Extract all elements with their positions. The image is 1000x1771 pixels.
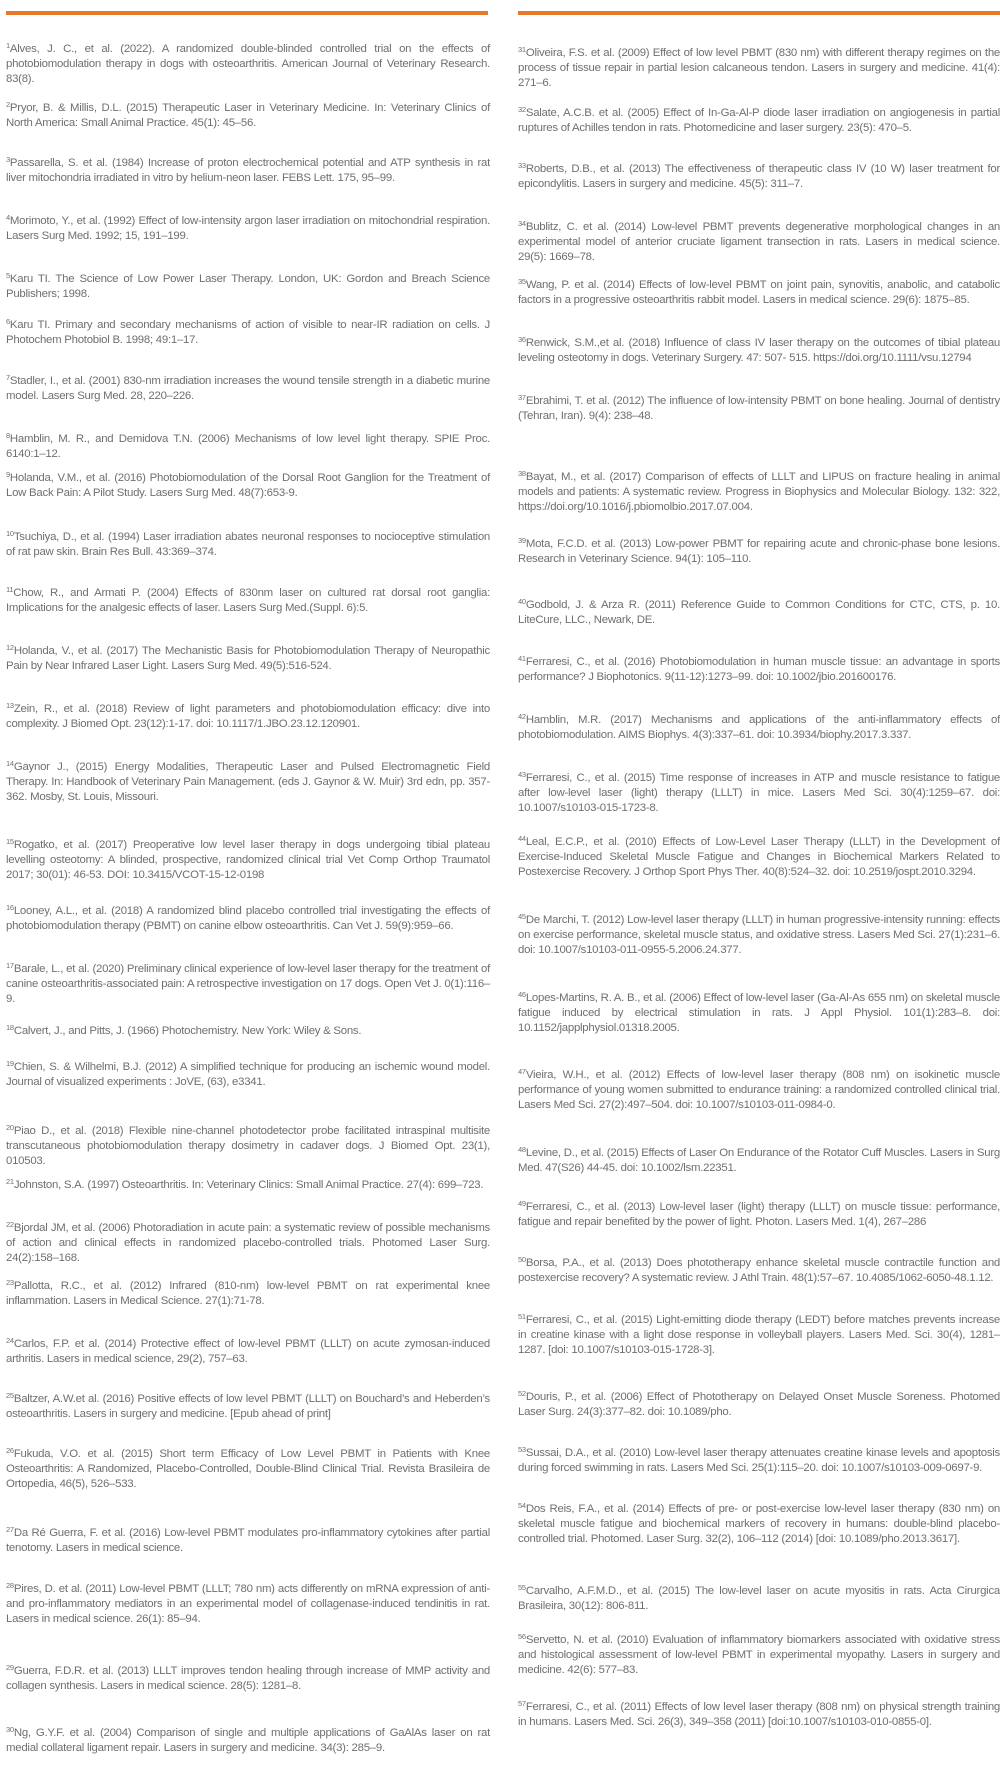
reference-text: Piao D., et al. (2018) Flexible nine-channel photodetector probe facilitated intraspinal multisite transcutaneous photobiomodulation therapy dosimetry in cadaver dogs. J Biomed Opt. 23(1), 010503.: [6, 1125, 490, 1167]
reference-number: 19: [6, 1059, 14, 1068]
reference-item: [6, 42, 490, 87]
reference-text: Vieira, W.H., et al. (2012) Effects of low-level laser therapy (808 nm) on isokinetic muscle performance of young women submitted to endurance training: a randomized controlled clinical trial. Lasers Med Sci. 27(2):497–504. doi: 10.1007/s10103-011-0984-0.: [518, 1069, 1000, 1111]
reference-number: 13: [6, 701, 14, 710]
reference-number: 53: [518, 1445, 526, 1454]
reference-text: Da Ré Guerra, F. et al. (2016) Low-level PBMT modulates pro-inflammatory cytokines after partial tenotomy. Lasers in medical science.: [6, 1527, 490, 1554]
reference-item: [6, 272, 490, 302]
reference-item: [6, 1221, 490, 1266]
reference-number: 55: [518, 1583, 526, 1592]
reference-number: 17: [6, 961, 14, 970]
reference-number: 23: [6, 1278, 14, 1287]
reference-item: [6, 904, 490, 934]
reference-number: 51: [518, 1312, 526, 1321]
reference-text: Karu TI. The Science of Low Power Laser Therapy. London, UK: Gordon and Breach Science Publishers; 1998.: [6, 273, 490, 300]
reference-text: Pryor, B. & Millis, D.L. (2015) Therapeutic Laser in Veterinary Medicine. In: Veterinary Clinics of North America: Small Animal Practice. 45(1): 45–56.: [6, 102, 490, 129]
reference-item: [518, 537, 1000, 567]
reference-item: [518, 162, 1000, 192]
reference-number: 20: [6, 1123, 14, 1132]
reference-text: Calvert, J., and Pitts, J. (1966) Photochemistry. New York: Wiley & Sons.: [13, 1025, 362, 1037]
reference-text: Baltzer, A.W.et al. (2016) Positive effects of low level PBMT (LLLT) on Bouchard’s and Heberden’s osteoarthritis. Lasers in surgery and medicine. [Epub ahead of print]: [6, 1393, 490, 1420]
reference-text: Guerra, F.D.R. et al. (2013) LLLT improves tendon healing through increase of MMP activity and collagen synthesis. Lasers in medical science. 28(5): 1281–8.: [6, 1665, 490, 1692]
reference-item: [6, 838, 490, 883]
reference-text: Stadler, I., et al. (2001) 830-nm irradiation increases the wound tensile strength in a diabetic murine model. Lasers Surg Med. 28, 220–226.: [6, 375, 490, 402]
reference-item: [6, 1582, 490, 1627]
reference-number: 36: [518, 335, 526, 344]
reference-item: [6, 1392, 490, 1422]
reference-item: [6, 1124, 490, 1169]
reference-text: Ferraresi, C., et al. (2015) Light-emitting diode therapy (LEDT) before matches prevents increase in creatine kinase with a light dose response in volleyball players. Lasers Med. Sci. 30(4), 1281–1287. [doi: 10.1007/s10103-015-1728-3].: [518, 1314, 1000, 1356]
reference-text: Borsa, P.A., et al. (2013) Does phototherapy enhance skeletal muscle contractile function and postexercise recovery? A systematic review. J Athl Train. 48(1):57–67. 10.4085/1062-6050-48.1.12.: [518, 1257, 1000, 1284]
reference-item: [518, 336, 1000, 366]
reference-number: 48: [518, 1145, 526, 1154]
reference-item: [6, 1024, 490, 1039]
reference-text: Bjordal JM, et al. (2006) Photoradiation in acute pain: a systematic review of possible mechanisms of action and clinical effects in randomized placebo-controlled trials. Photomed Laser Surg. 24(2):158–168.: [6, 1222, 490, 1264]
reference-number: 37: [518, 393, 526, 402]
reference-number: 15: [6, 837, 14, 846]
reference-text: Zein, R., et al. (2018) Review of light parameters and photobiomodulation efficacy: dive into complexity. J Biomed Opt. 23(12):1-17. doi: 10.1117/1.JBO.23.12.120901.: [6, 703, 490, 730]
reference-number: 46: [518, 990, 526, 999]
reference-text: Carlos, F.P. et al. (2014) Protective effect of low-level PBMT (LLLT) on acute zymosan-induced arthritis. Lasers in medical science, 29(2), 757–63.: [6, 1338, 490, 1365]
reference-number: 21: [6, 1177, 14, 1186]
reference-text: Holanda, V., et al. (2017) The Mechanistic Basis for Photobiomodulation Therapy of Neuropathic Pain by Near Infrared Laser Light. Lasers Surg Med. 49(5):516-524.: [6, 645, 490, 672]
reference-number: 18: [6, 1023, 14, 1032]
reference-item: [6, 702, 490, 732]
reference-item: [518, 1313, 1000, 1358]
reference-item: [6, 1526, 490, 1556]
reference-text: Mota, F.C.D. et al. (2013) Low-power PBMT for repairing acute and chronic-phase bone lesions. Research in Veterinary Science. 94(1): 105–110.: [518, 538, 1000, 565]
reference-item: [518, 1584, 1000, 1614]
reference-number: 47: [518, 1067, 526, 1076]
reference-item: [518, 1256, 1000, 1286]
reference-text: Ferraresi, C., et al. (2013) Low-level laser (light) therapy (LLLT) on muscle tissue: performance, fatigue and repair benefited by the power of light. Photon. Lasers Med. 1(4), 267–286: [518, 1201, 1000, 1228]
reference-item: [518, 835, 1000, 880]
reference-number: 16: [6, 903, 14, 912]
reference-item: [518, 598, 1000, 628]
reference-item: [518, 655, 1000, 685]
reference-item: [6, 586, 490, 616]
reference-number: 31: [518, 45, 526, 54]
reference-text: Pallotta, R.C., et al. (2012) Infrared (810-nm) low-level PBMT on rat experimental knee inflammation. Lasers in Medical Science. 27(1):71-78.: [6, 1280, 490, 1307]
reference-number: 49: [518, 1199, 526, 1208]
reference-number: 34: [518, 219, 526, 228]
reference-item: [6, 374, 490, 404]
reference-text: Johnston, S.A. (1997) Osteoarthritis. In: Veterinary Clinics: Small Animal Practice. 27(4): 699–723.: [13, 1179, 484, 1191]
reference-text: Alves, J. C., et al. (2022). A randomized double-blinded controlled trial on the effects of photobiomodulation therapy in dogs with osteoarthritis. American Journal of Veterinary Research. 83(8).: [6, 43, 490, 85]
reference-number: 7: [6, 373, 10, 382]
reference-text: Rogatko, et al. (2017) Preoperative low level laser therapy in dogs undergoing tibial plateau levelling osteotomy: A blinded, prospective, randomized clinical trial Vet Comp Orthop Traumatol 2017; 30(01): 46-53. DOI: 10.3415/VCOT-15-12-0198: [6, 839, 490, 881]
reference-number: 57: [518, 1699, 526, 1708]
reference-item: [6, 962, 490, 1007]
reference-item: [6, 101, 490, 131]
reference-text: Bayat, M., et al. (2017) Comparison of effects of LLLT and LIPUS on fracture healing in animal models and patients: A systematic review. Progress in Biophysics and Molecular Biology. 132: 322, https://doi.org/10.1016/j.pbiomolbio.2017.07.004.: [518, 471, 1000, 513]
reference-item: [6, 530, 490, 560]
reference-text: Renwick, S.M.,et al. (2018) Influence of class IV laser therapy on the outcomes of tibial plateau leveling osteotomy in dogs. Veterinary Surgery. 47: 507- 515. https://doi.org/10.1111/vsu.12794: [518, 337, 1000, 364]
reference-text: Barale, L., et al. (2020) Preliminary clinical experience of low-level laser therapy for the treatment of canine osteoarthritis-associated pain: A retrospective investigation on 17 dogs. Open Vet J. 0(1):116–9.: [6, 963, 490, 1005]
reference-item: [6, 1726, 490, 1756]
reference-number: 2: [6, 100, 10, 109]
reference-text: Leal, E.C.P., et al. (2010) Effects of Low-Level Laser Therapy (LLLT) in the Development of Exercise-Induced Skeletal Muscle Fatigue and Changes in Biochemical Markers Related to Postexercise Recovery. J Orthop Sport Phys Ther. 40(8):524–32. doi: 10.2519/jospt.2010.3294.: [518, 836, 1000, 878]
reference-item: [518, 991, 1000, 1036]
reference-item: [6, 318, 490, 348]
reference-item: [518, 106, 1000, 136]
reference-item: [6, 156, 490, 186]
reference-item: [518, 46, 1000, 91]
reference-number: 39: [518, 536, 526, 545]
reference-item: [518, 713, 1000, 743]
reference-item: [518, 913, 1000, 958]
reference-number: 43: [518, 770, 526, 779]
reference-text: Ferraresi, C., et al. (2011) Effects of low level laser therapy (808 nm) on physical strength training in humans. Lasers Med. Sci. 26(3), 349–358 (2011) [doi:10.1007/s10103-010-0855-0].: [518, 1701, 1000, 1728]
reference-item: [518, 1502, 1000, 1547]
reference-text: Godbold, J. & Arza R. (2011) Reference Guide to Common Conditions for CTC, CTS, p. 10. LiteCure, LLC., Newark, DE.: [518, 599, 1000, 626]
reference-item: [518, 1146, 1000, 1176]
reference-number: 40: [518, 597, 526, 606]
reference-text: Lopes-Martins, R. A. B., et al. (2006) Effect of low-level laser (Ga-Al-As 655 nm) on skeletal muscle fatigue induced by electrical stimulation in rats. J Appl Physiol. 101(1):283–8. doi: 10.1152/japplphysiol.01318.2005.: [518, 992, 1000, 1034]
reference-text: Tsuchiya, D., et al. (1994) Laser irradiation abates neuronal responses to nocioceptive stimulation of rat paw skin. Brain Res Bull. 43:369–374.: [6, 531, 490, 558]
reference-text: Karu TI. Primary and secondary mechanisms of action of visible to near-IR radiation on cells. J Photochem Photobiol B. 1998; 49:1–17.: [6, 319, 490, 346]
reference-number: 8: [6, 431, 10, 440]
reference-text: Hamblin, M.R. (2017) Mechanisms and applications of the anti-inflammatory effects of photobiomodulation. AIMS Biophys. 4(3):337–61. doi: 10.3934/biophy.2017.3.337.: [518, 714, 1000, 741]
reference-text: Holanda, V.M., et al. (2016) Photobiomodulation of the Dorsal Root Ganglion for the Treatment of Low Back Pain: A Pilot Study. Lasers Surg Med. 48(7):653-9.: [6, 472, 490, 499]
reference-item: [6, 432, 490, 462]
reference-number: 6: [6, 317, 10, 326]
reference-text: Wang, P. et al. (2014) Effects of low-level PBMT on joint pain, synovitis, anabolic, and catabolic factors in a progressive osteoarthritis rabbit model. Lasers in medical science. 29(6): 1875–85.: [518, 279, 1000, 306]
reference-item: [518, 1633, 1000, 1678]
reference-item: [518, 220, 1000, 265]
reference-text: Servetto, N. et al. (2010) Evaluation of inflammatory biomarkers associated with oxidative stress and histological assessment of low-level PBMT in experimental myopathy. Lasers in surgery and medicine. 42(6): 577–83.: [518, 1634, 1000, 1676]
reference-text: Oliveira, F.S. et al. (2009) Effect of low level PBMT (830 nm) with different therapy regimes on the process of tissue repair in partial lesion calcaneous tendon. Lasers in surgery and medicine. 41(4): 271–6.: [518, 47, 1000, 89]
reference-item: [6, 1060, 490, 1090]
reference-number: 1: [6, 41, 10, 50]
reference-text: Carvalho, A.F.M.D., et al. (2015) The low-level laser on acute myositis in rats. Acta Cirurgica Brasileira, 30(12): 806-811.: [518, 1585, 1000, 1612]
reference-text: Ebrahimi, T. et al. (2012) The influence of low-intensity PBMT on bone healing. Journal of dentistry (Tehran, Iran). 9(4): 238–48.: [518, 395, 1000, 422]
reference-number: 11: [6, 585, 14, 594]
reference-text: Salate, A.C.B. et al. (2005) Effect of In-Ga-Al-P diode laser irradiation on angiogenesis in partial ruptures of Achilles tendon in rats. Photomedicine and laser surgery. 23(5): 470–5.: [518, 107, 1000, 134]
reference-item: [6, 471, 490, 501]
reference-item: [6, 1178, 490, 1193]
reference-item: [518, 1200, 1000, 1230]
reference-item: [518, 1446, 1000, 1476]
reference-number: 41: [518, 654, 526, 663]
reference-text: Douris, P., et al. (2006) Effect of Phototherapy on Delayed Onset Muscle Soreness. Photomed Laser Surg. 24(3):377–82. doi: 10.1089/pho.: [518, 1391, 1000, 1418]
reference-text: Dos Reis, F.A., et al. (2014) Effects of pre- or post-exercise low-level laser therapy (830 nm) on skeletal muscle fatigue and biochemical markers of recovery in humans: double-blind placebo-controlled trial. Photomed. Laser Surg. 32(2), 106–112 (2014) [doi: 10.1089/pho.2013.3617].: [518, 1503, 1000, 1545]
reference-item: [6, 1664, 490, 1694]
right-column-rule: [518, 11, 1000, 15]
reference-number: 12: [6, 643, 14, 652]
reference-number: 33: [518, 161, 526, 170]
reference-number: 52: [518, 1389, 526, 1398]
reference-text: Passarella, S. et al. (1984) Increase of proton electrochemical potential and ATP synthesis in rat liver mitochondria irradiated in vitro by helium-neon laser. FEBS Lett. 175, 95–99.: [6, 157, 490, 184]
reference-number: 10: [6, 529, 14, 538]
reference-number: 38: [518, 469, 526, 478]
reference-text: Gaynor J., (2015) Energy Modalities, Therapeutic Laser and Pulsed Electromagnetic Field Therapy. In: Handbook of Veterinary Pain Management. (eds J. Gaynor & W. Muir) 3rd edn, pp. 357-362. Mosby, St. Louis, Missouri.: [6, 761, 490, 803]
reference-number: 25: [6, 1391, 14, 1400]
reference-item: [6, 644, 490, 674]
reference-number: 42: [518, 712, 526, 721]
reference-item: [6, 760, 490, 805]
reference-text: Pires, D. et al. (2011) Low-level PBMT (LLLT; 780 nm) acts differently on mRNA expression of anti- and pro-inflammatory mediators in an experimental model of collagenase-induced tendinitis in rat. Lasers in medical science. 26(1): 85–94.: [6, 1583, 490, 1625]
reference-number: 54: [518, 1501, 526, 1510]
left-column-rule: [6, 11, 488, 15]
reference-text: Hamblin, M. R., and Demidova T.N. (2006) Mechanisms of low level light therapy. SPIE Proc. 6140:1–12.: [6, 433, 490, 460]
reference-number: 50: [518, 1255, 526, 1264]
reference-item: [6, 1279, 490, 1309]
reference-item: [6, 214, 490, 244]
reference-text: Chow, R., and Armati P. (2004) Effects of 830nm laser on cultured rat dorsal root ganglia: Implications for the analgesic effects of laser. Lasers Surg Med.(Suppl. 6):5.: [6, 587, 490, 614]
reference-item: [518, 470, 1000, 515]
reference-text: Bublitz, C. et al. (2014) Low-level PBMT prevents degenerative morphological changes in an experimental model of anterior cruciate ligament transection in rats. Lasers in medical science. 29(5): 1669–78.: [518, 221, 1000, 263]
reference-item: [6, 1337, 490, 1367]
reference-text: Sussai, D.A., et al. (2010) Low-level laser therapy attenuates creatine kinase levels and apoptosis during forced swimming in rats. Lasers Med Sci. 25(1):115–20. doi: 10.1007/s10103-009-0697-9.: [518, 1447, 1000, 1474]
reference-number: 9: [6, 470, 10, 479]
reference-number: 45: [518, 912, 526, 921]
reference-number: 26: [6, 1446, 14, 1455]
reference-number: 27: [6, 1525, 14, 1534]
reference-text: Roberts, D.B., et al. (2013) The effectiveness of therapeutic class IV (10 W) laser treatment for epicondylitis. Lasers in surgery and medicine. 45(5): 311–7.: [518, 163, 1000, 190]
reference-item: [518, 278, 1000, 308]
reference-number: 4: [6, 213, 10, 222]
reference-number: 28: [6, 1581, 14, 1590]
reference-number: 29: [6, 1663, 14, 1672]
reference-number: 56: [518, 1632, 526, 1641]
reference-text: Ng, G.Y.F. et al. (2004) Comparison of single and multiple applications of GaAlAs laser on rat medial collateral ligament repair. Lasers in surgery and medicine. 34(3): 285–9.: [6, 1727, 490, 1754]
reference-text: Looney, A.L., et al. (2018) A randomized blind placebo controlled trial investigating the effects of photobiomodulation therapy (PBMT) on canine elbow osteoarthritis. Can Vet J. 59(9):959–66.: [6, 905, 490, 932]
reference-text: Fukuda, V.O. et al. (2015) Short term Efficacy of Low Level PBMT in Patients with Knee Osteoarthritis: A Randomized, Placebo-Controlled, Double-Blind Clinical Trial. Revista Brasileira de Ortopedia, 46(5), 526–533.: [6, 1448, 490, 1490]
reference-number: 22: [6, 1220, 14, 1229]
reference-text: Morimoto, Y., et al. (1992) Effect of low-intensity argon laser irradiation on mitochondrial respiration. Lasers Surg Med. 1992; 15, 191–199.: [6, 215, 490, 242]
reference-number: 3: [6, 155, 10, 164]
reference-item: [518, 1390, 1000, 1420]
reference-text: Ferraresi, C., et al. (2016) Photobiomodulation in human muscle tissue: an advantage in sports performance? J Biophotonics. 9(11-12):1273–99. doi: 10.1002/jbio.201600176.: [518, 656, 1000, 683]
reference-item: [518, 1700, 1000, 1730]
reference-text: De Marchi, T. (2012) Low-level laser therapy (LLLT) in human progressive-intensity running: effects on exercise performance, skeletal muscle status, and oxidative stress. Lasers Med Sci. 27(1):231–6. doi: 10.1007/s10103-011-0955-5.2006.24.377.: [518, 914, 1000, 956]
reference-item: [6, 1447, 490, 1492]
reference-number: 30: [6, 1725, 14, 1734]
reference-number: 14: [6, 759, 14, 768]
reference-text: Ferraresi, C., et al. (2015) Time response of increases in ATP and muscle resistance to fatigue after low-level laser (light) therapy (LLLT) in mice. Lasers Med Sci. 30(4):1259–67. doi: 10.1007/s10103-015-1723-8.: [518, 772, 1000, 814]
reference-text: Chien, S. & Wilhelmi, B.J. (2012) A simplified technique for producing an ischemic wound model. Journal of visualized experiments : JoVE, (63), e3341.: [6, 1061, 490, 1088]
reference-number: 44: [518, 834, 526, 843]
reference-item: [518, 394, 1000, 424]
reference-number: 32: [518, 105, 526, 114]
reference-text: Levine, D., et al. (2015) Effects of Laser On Endurance of the Rotator Cuff Muscles. Lasers in Surg Med. 47(S26) 44-45. doi: 10.1002/lsm.22351.: [518, 1147, 1000, 1174]
reference-number: 24: [6, 1336, 14, 1345]
reference-item: [518, 771, 1000, 816]
reference-number: 5: [6, 271, 10, 280]
reference-number: 35: [518, 277, 526, 286]
reference-item: [518, 1068, 1000, 1113]
